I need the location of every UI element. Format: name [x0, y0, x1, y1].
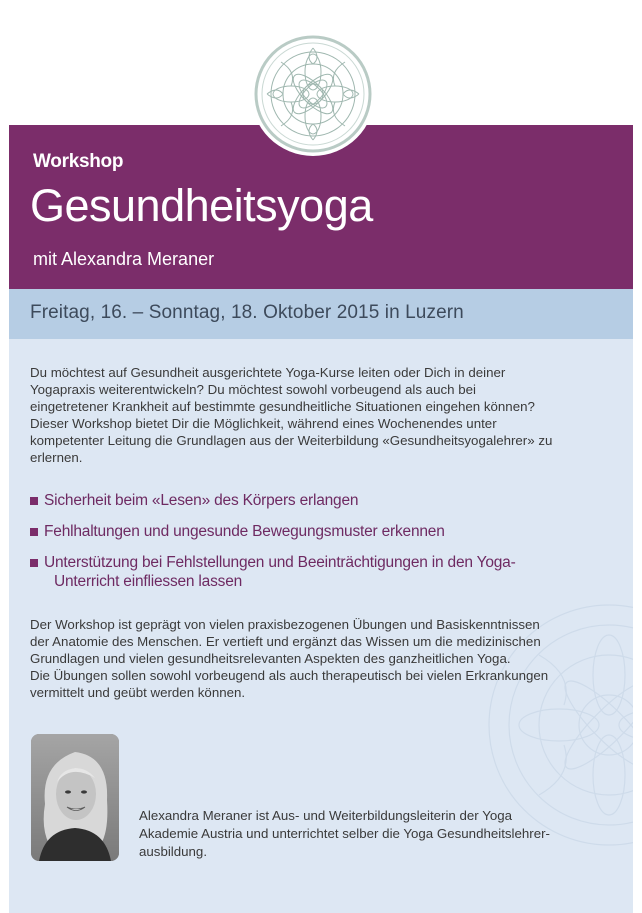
description-line: Grundlagen und vielen gesundheitsrelevanten Aspekten des ganzheitlichen Yoga.: [30, 651, 511, 666]
list-item-text: Unterstützung bei Fehlstellungen und Beeinträchtigungen in den Yoga-: [44, 554, 516, 571]
goals-list: [30, 491, 620, 603]
bio-line: Akademie Austria und unterrichtet selber die Yoga Gesundheitslehrer-: [139, 826, 550, 841]
list-item: [30, 553, 620, 591]
list-item: [30, 491, 620, 510]
description-line: vermittelt und geübt werden können.: [30, 685, 246, 700]
date-band: [9, 289, 633, 339]
intro-line: eingetretener Krankheit auf bestimmte gesundheitliche Situationen eingehen können?: [30, 399, 535, 414]
list-item-text: Fehlhaltungen und ungesunde Bewegungsmuster erkennen: [44, 523, 445, 540]
list-item: [30, 522, 620, 541]
page-title: Gesundheitsyoga: [30, 180, 373, 231]
instructor-photo: [31, 734, 119, 861]
list-item-text-continued: Unterricht einfliessen lassen: [54, 573, 243, 590]
bio-line: ausbildung.: [139, 844, 208, 859]
intro-line: Yogapraxis weiterentwickeln? Du möchtest sowohl vorbeugend als auch bei: [30, 382, 476, 397]
description-line: Der Workshop ist geprägt von vielen praxisbezogenen Übungen und Basiskenntnissen: [30, 617, 540, 632]
event-date: Freitag, 16. – Sonntag, 18. Oktober 2015 in Luzern: [30, 302, 464, 323]
bio-line: Alexandra Meraner ist Aus- und Weiterbildungsleiterin der Yoga: [139, 808, 513, 823]
intro-line: kompetenter Leitung die Grundlagen aus der Weiterbildung «Gesundheitsyogalehrer» zu: [30, 433, 553, 448]
workshop-description: [30, 616, 608, 701]
intro-line: Dieser Workshop bietet Dir die Möglichkeit, während eines Wochenendes unter: [30, 416, 497, 431]
description-line: der Anatomie des Menschen. Er vertieft und ergänzt das Wissen um die medizinischen: [30, 634, 541, 649]
square-bullet-icon: [30, 559, 38, 567]
kicker-label: Workshop: [33, 151, 124, 172]
list-item-text: Sicherheit beim «Lesen» des Körpers erlangen: [44, 492, 359, 509]
square-bullet-icon: [30, 528, 38, 536]
intro-line: erlernen.: [30, 450, 83, 465]
description-line: Die Übungen sollen sowohl vorbeugend als auch therapeutisch bei vielen Erkrankungen: [30, 668, 549, 683]
instructor-subtitle: mit Alexandra Meraner: [33, 249, 215, 269]
square-bullet-icon: [30, 497, 38, 505]
mandala-logo-icon: [251, 32, 375, 156]
instructor-bio: [139, 807, 605, 861]
intro-line: Du möchtest auf Gesundheit ausgerichtete Yoga-Kurse leiten oder Dich in deiner: [30, 365, 506, 380]
intro-paragraph: [30, 364, 608, 466]
content-panel: [9, 339, 633, 913]
